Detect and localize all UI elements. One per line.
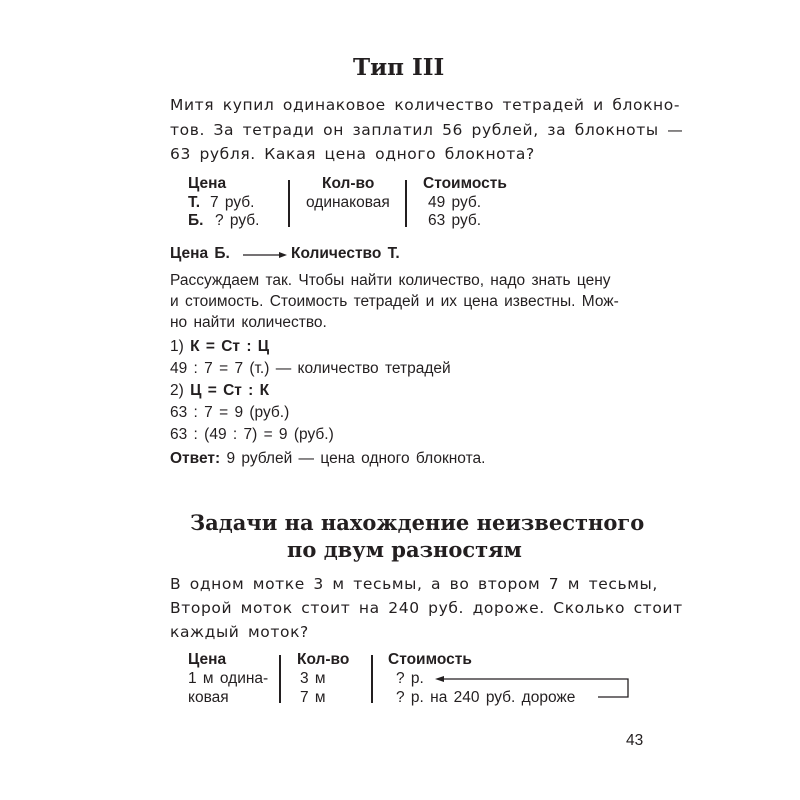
- table-cell: 1 м одина-: [188, 670, 269, 687]
- page-number: 43: [626, 732, 644, 749]
- section-title: Тип III: [353, 54, 445, 81]
- problem-line: 63 рубля. Какая цена одного блокнота?: [170, 145, 535, 163]
- reasoning-line: и стоимость. Стоимость тетрадей и их цена известны. Мож-: [170, 293, 619, 310]
- step-number: 1): [170, 338, 184, 355]
- table-header: Цена: [188, 651, 227, 668]
- arrow-right-icon: [243, 249, 287, 261]
- column-divider: [279, 655, 281, 703]
- table-cell: 7 руб.: [210, 194, 255, 211]
- problem-line: Митя купил одинаковое количество тетрадей и блокно-: [170, 96, 681, 114]
- plan-to: Количество Т.: [291, 245, 400, 262]
- reasoning-line: Рассуждаем так. Чтобы найти количество, надо знать цену: [170, 272, 611, 289]
- problem-line: Второй моток стоит на 240 руб. дороже. Сколько стоит: [170, 599, 683, 617]
- table-cell: 3 м: [300, 670, 326, 687]
- calculation: 63 : 7 = 9 (руб.): [170, 404, 290, 421]
- bracket-arrow-icon: [435, 675, 635, 705]
- table-header: Стоимость: [388, 651, 472, 668]
- formula: Ц = Ст : К: [190, 382, 270, 399]
- table-cell: ковая: [188, 689, 229, 706]
- table-cell: 63 руб.: [428, 212, 482, 229]
- answer-label: Ответ:: [170, 450, 221, 467]
- calculation: 63 : (49 : 7) = 9 (руб.): [170, 426, 334, 443]
- row-label: Б.: [188, 212, 204, 229]
- section-title: Задачи на нахождение неизвестного: [190, 510, 645, 535]
- table-header: Стоимость: [423, 175, 507, 192]
- problem-line: каждый моток?: [170, 623, 309, 641]
- step-2: [170, 382, 269, 400]
- table-cell: одинаковая: [306, 194, 390, 211]
- table-header: Кол-во: [297, 651, 350, 668]
- section-title: по двум разностям: [287, 537, 522, 562]
- reasoning-line: но найти количество.: [170, 314, 327, 331]
- calculation: 49 : 7 = 7 (т.) — количество тетрадей: [170, 360, 451, 377]
- table-cell: ? р. на 240 руб. дороже: [396, 689, 576, 706]
- answer-text: 9 рублей — цена одного блокнота.: [226, 450, 486, 467]
- row-label: Т.: [188, 194, 201, 211]
- column-divider: [371, 655, 373, 703]
- table-cell: ? руб.: [215, 212, 260, 229]
- problem-line: В одном мотке 3 м тесьмы, а во втором 7 м тесьмы,: [170, 575, 658, 593]
- column-divider: [405, 180, 407, 227]
- column-divider: [288, 180, 290, 227]
- problem-line: тов. За тетради он заплатил 56 рублей, за блокноты —: [170, 121, 684, 139]
- formula: К = Ст : Ц: [190, 338, 270, 355]
- step-number: 2): [170, 382, 184, 399]
- table-cell: ? р.: [396, 670, 424, 687]
- table-cell: 7 м: [300, 689, 326, 706]
- table-header: Кол-во: [322, 175, 375, 192]
- table-cell: 49 руб.: [428, 194, 482, 211]
- table-header: Цена: [188, 175, 227, 192]
- answer: [170, 450, 485, 468]
- plan-from: Цена Б.: [170, 245, 230, 262]
- step-1: [170, 338, 269, 356]
